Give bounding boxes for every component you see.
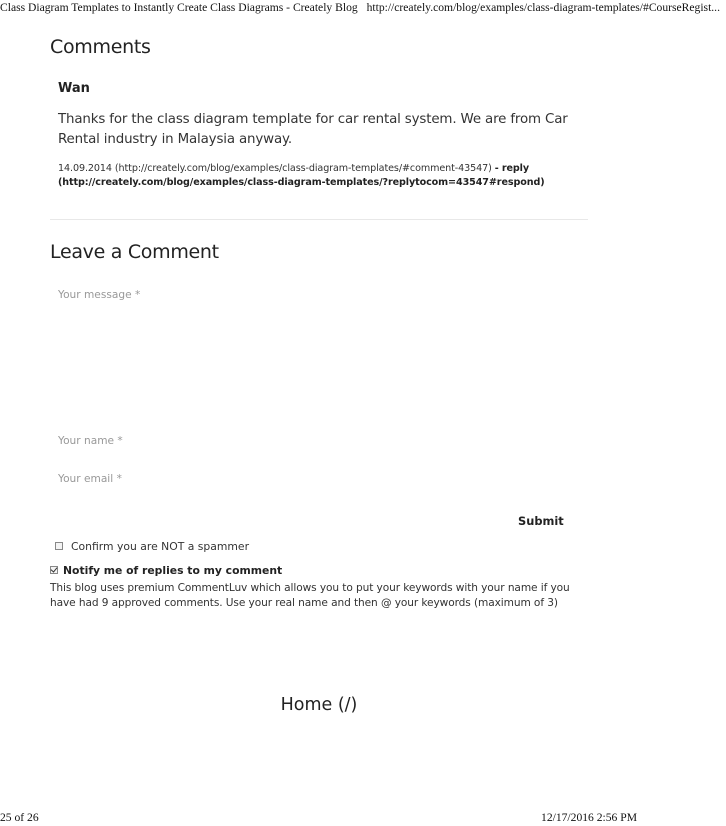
print-datetime: 12/17/2016 2:56 PM (541, 811, 637, 824)
comment-meta (58, 162, 588, 190)
submit-button[interactable]: Submit (508, 512, 574, 530)
print-page-url: http://creately.com/blog/examples/class-diagram-templates/#CourseRegist... (366, 1, 720, 14)
name-input[interactable] (50, 432, 580, 450)
commentluv-notice: This blog uses premium CommentLuv which allows you to put your keywords with your name if you have had 9 approved comments. Use your real name and then @ your keywords (maximum of 3) (50, 582, 570, 609)
comment-reply-link[interactable]: - reply (http://creately.com/blog/examples/class-diagram-templates/?replytocom=43547#respond) (58, 163, 545, 188)
print-footer (0, 811, 638, 826)
notify-row[interactable] (50, 562, 282, 578)
print-page-title: Class Diagram Templates to Instantly Create Class Diagrams - Creately Blog (0, 1, 358, 14)
spam-checkbox[interactable] (55, 542, 63, 550)
notify-checkbox[interactable] (50, 566, 58, 574)
notify-checkbox-label: Notify me of replies to my comment (63, 563, 283, 577)
comment-text: Thanks for the class diagram template for car rental system. We are from Car Rental industry in Malaysia anyway. (58, 112, 568, 147)
spam-confirm-row[interactable] (55, 538, 249, 554)
message-input[interactable] (50, 285, 580, 425)
comment-date-link[interactable]: 14.09.2014 (http://creately.com/blog/examples/class-diagram-templates/#comment-43547) (58, 163, 492, 174)
leave-comment-heading: Leave a Comment (50, 241, 219, 263)
page-number: 25 of 26 (0, 811, 39, 824)
email-input[interactable] (50, 470, 580, 488)
comment-item (58, 80, 588, 190)
home-link[interactable]: Home (/) (280, 695, 358, 715)
spam-checkbox-label: Confirm you are NOT a spammer (71, 539, 250, 553)
section-divider (50, 219, 588, 220)
comments-heading: Comments (50, 36, 151, 58)
print-header (0, 0, 720, 18)
comment-author: Wan (58, 81, 90, 96)
